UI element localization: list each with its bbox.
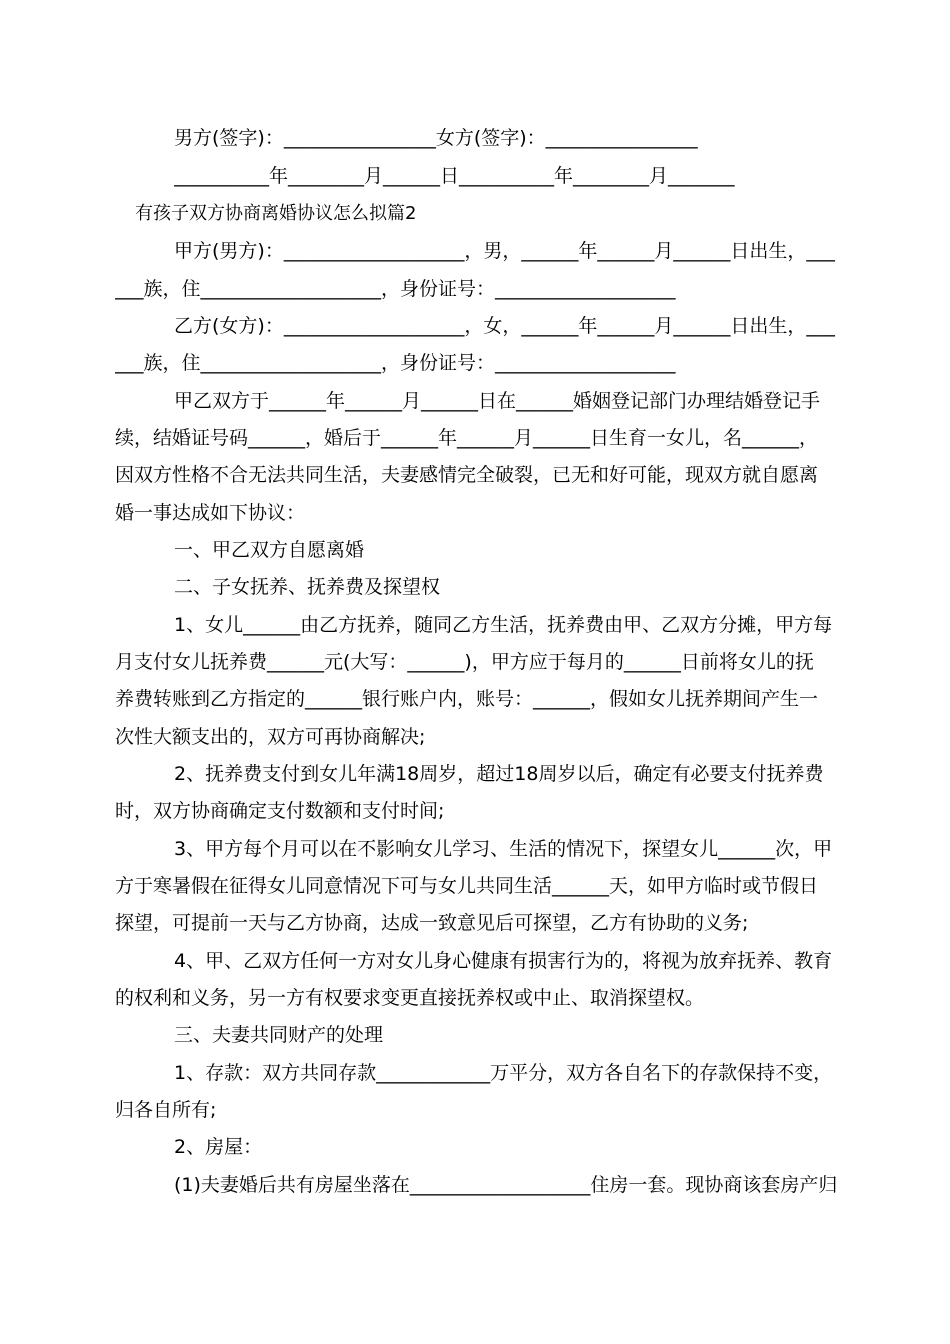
preamble-line-2: 续，结婚证号码______，婚后于______年______月______日生育一女儿，名______， <box>115 427 819 449</box>
date-line: __________年________月______日__________年________月_______ <box>174 165 735 187</box>
clause-3-line-1: 3、甲方每个月可以在不影响女儿学习、生活的情况下，探望女儿______次，甲 <box>174 838 833 860</box>
heading-3: 三、夫妻共同财产的处理 <box>174 1024 384 1046</box>
clause-3-line-3: 探望，可提前一天与乙方协商，达成一致意见后可探望，乙方有协助的义务; <box>115 912 749 934</box>
clause-1-line-1: 1、女儿______由乙方抚养，随同乙方生活，抚养费由甲、乙双方分摊，甲方每 <box>174 614 833 636</box>
property-1-line-2: 归各自所有; <box>115 1099 217 1121</box>
clause-4-line-1: 4、甲、乙双方任何一方对女儿身心健康有损害行为的，将视为放弃抚养、教育 <box>174 950 833 972</box>
clause-3-line-2: 方于寒暑假在征得女儿同意情况下可与女儿共同生活______天，如甲方临时或节假日 <box>115 875 819 897</box>
party-a-line-1: 甲方(男方)：___________________，男，______年______月______日出生，___ <box>174 240 835 262</box>
property-2-heading: 2、房屋： <box>174 1136 263 1158</box>
clause-1-line-3: 养费转账到乙方指定的______银行账户内，账号：______，假如女儿抚养期间产生一 <box>115 688 819 710</box>
party-a-line-2: ___族，住___________________，身份证号：___________________ <box>115 278 676 300</box>
signature-line: 男方(签字)：________________女方(签字)：________________ <box>174 127 698 149</box>
property-2-line-1: (1)夫妻婚后共有房屋坐落在___________________住房一套。现协商该套房产归 <box>174 1174 838 1196</box>
section-title: 有孩子双方协商离婚协议怎么拟篇2 <box>135 203 417 224</box>
preamble-line-3: 因双方性格不合无法共同生活，夫妻感情完全破裂，已无和好可能，现双方就自愿离 <box>115 464 819 486</box>
property-1-line-1: 1、存款：双方共同存款____________万平分，双方各自名下的存款保持不变， <box>174 1062 833 1084</box>
clause-1-line-4: 次性大额支出的，双方可再协商解决; <box>115 726 426 748</box>
heading-1: 一、甲乙双方自愿离婚 <box>174 539 365 561</box>
clause-1-line-2: 月支付女儿抚养费______元(大写：______)，甲方应于每月的______日前将女儿的抚 <box>115 651 814 673</box>
preamble-line-1: 甲乙双方于______年______月______日在______婚姻登记部门办理结婚登记手 <box>174 390 821 412</box>
preamble-line-4: 婚一事达成如下协议： <box>115 502 306 524</box>
clause-4-line-2: 的权利和义务，另一方有权要求变更直接抚养权或中止、取消探望权。 <box>115 987 705 1009</box>
party-b-line-1: 乙方(女方)：___________________，女，______年______月______日出生，___ <box>174 315 835 337</box>
party-b-line-2: ___族，住___________________，身份证号：___________________ <box>115 352 676 374</box>
clause-2-line-2: 时，双方协商确定支付数额和支付时间; <box>115 800 445 822</box>
heading-2: 二、子女抚养、抚养费及探望权 <box>174 576 441 598</box>
clause-2-line-1: 2、抚养费支付到女儿年满18周岁，超过18周岁以后，确定有必要支付抚养费 <box>174 763 824 785</box>
